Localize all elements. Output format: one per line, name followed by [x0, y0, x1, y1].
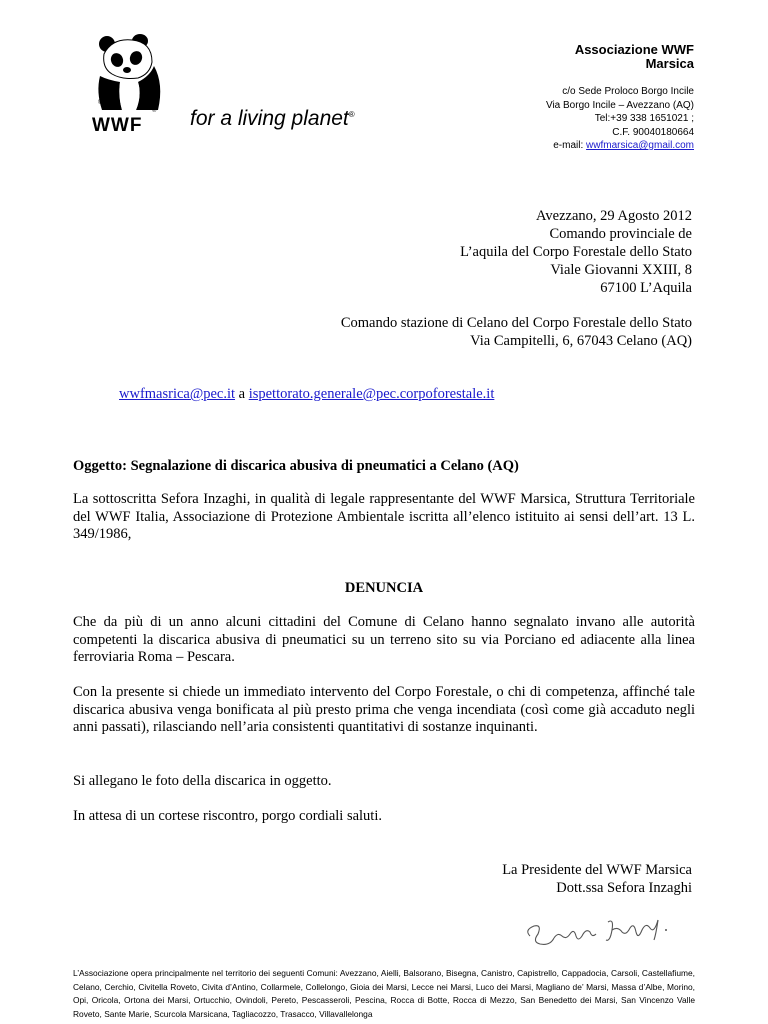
signature-name: Dott.ssa Sefora Inzaghi: [556, 880, 692, 896]
org-email-line: [394, 139, 694, 153]
recipient-line: Comando provinciale de: [549, 226, 692, 242]
pec-connector: a: [238, 386, 246, 402]
intro-paragraph: La sottoscritta Sefora Inzaghi, in qualità di legale rappresentante del WWF Marsica, Struttura Territoriale del WWF Italia, Associazione di Protezione Ambientale iscritta all’elenco istituito ai sensi dell’art. 13 L. 349/1986,: [73, 491, 695, 542]
subject: Oggetto: Segnalazione di discarica abusiva di pneumatici a Celano (AQ): [73, 458, 519, 474]
svg-text:®: ®: [98, 100, 103, 106]
body-paragraph: In attesa di un cortese riscontro, porgo cordiali saluti.: [73, 808, 382, 824]
email-label: e-mail:: [553, 140, 584, 151]
pec-to-link[interactable]: ispettorato.generale@pec.corpoforestale.it: [248, 386, 495, 402]
slogan: [190, 107, 355, 131]
org-tax-code: C.F. 90040180664: [612, 126, 694, 138]
panda-icon: [92, 32, 166, 112]
handwritten-signature: [520, 910, 685, 952]
body-paragraph: Si allegano le foto della discarica in oggetto.: [73, 773, 332, 789]
recipient-line: L’aquila del Corpo Forestale dello Stato: [460, 244, 692, 260]
org-header: [394, 43, 694, 153]
pec-line: [119, 385, 494, 403]
signature-icon: [520, 910, 685, 952]
recipient-line: Via Campitelli, 6, 67043 Celano (AQ): [470, 333, 692, 349]
slogan-text: for a living planet: [190, 107, 349, 130]
pec-from-link[interactable]: wwfmasrica@pec.it: [119, 386, 236, 402]
body-paragraph: Con la presente si chiede un immediato intervento del Corpo Forestale, o chi di competenza, affinché tale discarica abusiva venga bonificata al più presto prima che venga incendiata (così come già accaduto negli anni passati), rilasciando nell’aria consistenti quantitativi di sostanze inquinanti.: [73, 684, 695, 735]
recipient-line: 67100 L’Aquila: [600, 280, 692, 296]
footer-municipalities: L’Associazione opera principalmente nel territorio dei seguenti Comuni: Avezzano, Aielli, Balsorano, Bisegna, Canistro, Capistrello, Cappadocia, Carsoli, Castellafiume, Celano, Cerchio, Civitella Roveto, Civita d’Antino, Collarmele, Collelongo, Gioia dei Marsi, Lecce nei Marsi, Luco dei Marsi, Magliano de’ Marsi, Massa d’Albe, Morino, Opi, Oricola, Ortona dei Marsi, Ortucchio, Ovindoli, Pereto, Pescasseroli, Pescina, Rocca di Botte, Rocca di Mezzo, San Benedetto dei Marsi, San Vincenzo Valle Roveto, Sante Marie, Scurcola Marsicana, Tagliacozzo, Trasacco, Villavallelonga: [73, 968, 695, 1019]
wwf-logo: [92, 32, 166, 136]
signature-block: [392, 861, 692, 897]
recipient-block: [252, 207, 692, 297]
heading-denuncia: DENUNCIA: [344, 580, 424, 596]
recipient-line: Comando stazione di Celano del Corpo Forestale dello Stato: [340, 315, 692, 331]
org-name-line1: Associazione WWF: [574, 42, 694, 57]
org-address-line: Via Borgo Incile – Avezzano (AQ): [545, 99, 694, 111]
svg-text:®: ®: [152, 108, 157, 112]
registered-mark: ®: [348, 110, 355, 119]
logo-text: WWF: [92, 115, 143, 136]
org-phone: Tel:+39 338 1651021 ;: [594, 113, 694, 124]
signature-title: La Presidente del WWF Marsica: [502, 862, 692, 878]
org-email-link[interactable]: wwfmarsica@gmail.com: [586, 140, 694, 151]
place-date: Avezzano, 29 Agosto 2012: [536, 208, 692, 224]
recipient-block-2: [232, 314, 692, 350]
recipient-line: Viale Giovanni XXIII, 8: [550, 262, 692, 278]
body-paragraph: Che da più di un anno alcuni cittadini del Comune di Celano hanno segnalato invano alle autorità competenti la discarica abusiva di pneumatici su un terreno sito su via Porciano ed adiacente alla linea ferroviaria Roma – Pescara.: [73, 614, 695, 665]
org-address-line: c/o Sede Proloco Borgo Incile: [562, 86, 694, 97]
org-name-line2: Marsica: [645, 56, 694, 71]
